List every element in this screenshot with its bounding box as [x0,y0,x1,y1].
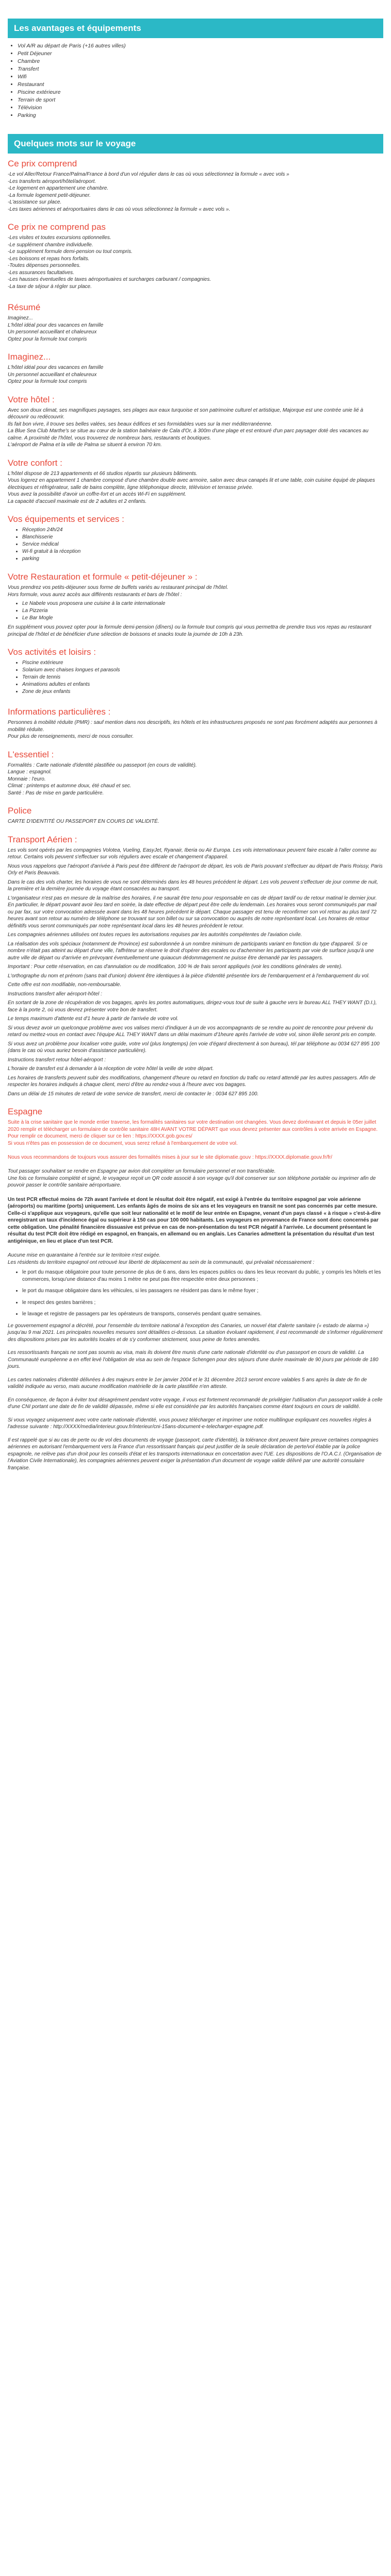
transport-paragraph: Si vous avez un problème pour localiser votre guide, votre vol (plus longtemps) (en voie d'égard directement à son bureau), tél par téléphone au 0034 627 895 100 (dans le cas où vous auriez besoin d'assistance particulière). [8,1041,380,1054]
price-excluded-list [8,234,383,290]
resume-line: Un personnel accueillant et chaleureux [8,329,97,335]
ranges-list [8,1269,383,1318]
advantage-item: • Piscine extérieure [18,89,391,96]
advantage-item: • Parking [18,112,391,120]
transport-paragraph: Important : Pour cette réservation, en cas d'annulation ou de modification, 100 % de frais seront appliqués (voir les conditions générales de vente). [8,964,343,970]
essentiel-text [8,762,383,797]
resume-title: Résumé [8,302,41,312]
leisure-item: • Terrain de tennis [22,674,383,681]
hotel-paragraph: La Blue Sea Club Marthe's se situe au cœur de la station balnéaire de Cala d'Or, à 300m d'une plage et est entouré d'un parc paysager doté des vacances au calme. A proximité de l'hôtel, vous trouverez de nombreux bars, restaurants et boutiques. [8,428,369,441]
resume-line: L'hôtel idéal pour des vacances en famille [8,322,104,328]
equip-item: • Service médical [22,541,383,548]
resume-text [8,315,383,343]
price-included-list [8,171,383,213]
advantage-item: • Restaurant [18,81,391,89]
transport-title: Transport Aérien : [8,834,77,844]
range-item: • le respect des gestes barrières ; [22,1299,383,1307]
leisure-title: Vos activités et loisirs : [8,647,96,657]
comfort-text [8,470,383,505]
transport-paragraph: Les vols sont opérés par les compagnies Volotea, Vueling, EasyJet, Ryanair, Iberia ou Air Europa. Les vols internationaux peuvent faire escale à l'aller comme au retour. Certains vols peuvent s'effectuer sur vols réguliers avec escale et changement d'appareil. [8,847,377,860]
resto-item: • La Pizzeria [22,607,383,615]
closing-paragraph: Il est rappelé que si au cas de perte ou de vol des documents de voyage (passeport, carte d'identité), la tolérance dont peuvent faire preuve certaines compagnies aériennes en autorisant l'embarquement vers la France d'un ressortissant français qui peut justifier de la seule déclaration de perte/vol établie par la police espagnole, ne relève pas d'un droit pour les conseils d'état et les transports internationaux en concertation avec l'UE. Les dispositions de l'O.A.C.I. (Organisation de l'Aviation Civile Internationale), les compagnies aériennes peuvent exiger la présentation d'un document de voyage valide délivré par une autorité consulaire française. [8,1437,382,1471]
advantages-list [0,42,391,120]
espagne-alert-line [8,1147,383,1154]
resto-intro-line: Vous prendrez vos petits-déjeuner sous forme de buffets variés au restaurant principal de l'hôtel. [8,585,229,590]
advantage-item: • Terrain de sport [18,96,391,104]
transport-paragraph: Nous vous rappelons que l'aéroport d'arrivée à Paris peut être différent de l'aéroport de départ, les vols de Paris pouvant s'effectuer au départ de Paris Roissy, Paris Orly et Paris Beauvais. [8,863,383,876]
price-excluded-line: -Le supplément formule demi-pension ou tout compris. [8,249,133,255]
essentiel-line: Formalités : Carte nationale d'identité plastifiée ou passeport (en cours de validité). [8,762,197,768]
transport-paragraph: L'horaire de transfert est à demander à la réception de votre hôtel la veille de votre départ. [8,1066,214,1072]
equip-item: • parking [22,555,383,563]
transport-text [8,847,383,1098]
advantage-item: • Wifi [18,73,391,81]
ranges-intro-line: Aucune mise en quarantaine à l'entrée sur le territoire n'est exigée. [8,1252,161,1258]
price-included-line: -Le logement en appartement une chambre. [8,185,109,191]
ranges-intro [8,1252,383,1266]
transport-paragraph: Dans le cas des vols charter, les horaires de vous ne sont déterminés dans les 48 heures précédent le départ. Les vols peuvent s'effectuer de jour comme de nuit, la première et la dernière journée du voyage étant consacrées au transport. [8,879,378,892]
hotel-paragraph: Avec son doux climat, ses magnifiques paysages, ses plages aux eaux turquoise et son patrimoine culturel et artistique, Majorque est une contrée unie lié à découvrir ou redécouvrir. [8,407,364,420]
transport-paragraph: Cette offre est non modifiable, non-remboursable. [8,982,122,988]
ranges-intro-line: Les résidents du territoire espagnol ont retrouvé leur liberté de déplacement au sein de la communauté, qui prévalait nécessairement : [8,1259,315,1265]
quick-content [0,159,391,1471]
advantage-item: • Transfert [18,65,391,73]
essentiel-line: Santé : Pas de mise en garde particulière. [8,790,104,796]
transport-paragraph: La réalisation des vols spéciaux (notamment de Province) est subordonnée à un nombre minimum de participants variant en fonction du type d'appareil. Si ce nombre n'était pas atteint au départ d'une ville, l'affréteur se réserve le droit d'opérer des escales ou d'acheminer les participants par voie de surface jusqu'à une autre ville de départ ou d'arrivée en prévoyant éventuellement une quiaucun dédommagement ne puisse être demandé par les passagers. [8,941,374,961]
comfort-paragraph: L'hôtel dispose de 213 appartements et 66 studios répartis sur plusieurs bâtiments. [8,470,198,477]
practical-title: Informations particulières : [8,707,111,717]
imaginez-line: Optez pour la formule tout compris [8,379,87,384]
resume-line: Optez pour la formule tout compris [8,336,87,342]
price-included-title: Ce prix comprend [8,159,77,168]
equip-item: • Blanchisserie [22,534,383,541]
transport-paragraph: Instructions transfert retour hôtel-aéroport : [8,1057,106,1063]
price-included-line: -L'assistance sur place. [8,199,62,205]
transport-paragraph: L'organisateur n'est pas en mesure de la maîtrise des horaires, il ne saurait être tenu pour responsable en cas de départ tardif ou de retour matinal le dernier jour. En particulier, le départ pouvant avoir lieu tard en soirée, la date effective de départ peut être celle du lendemain. Les horaires vous seront communiqués par mail ou par fax, sur votre convocation adressée avant dans les 48 heures précédent le départ. Chaque passager est tenu de reconfirmer son vol retour au plus tard 72 heures avant son retour au numéro de téléphone se trouvant sur son billet ou sur sa convocation ou auprès de notre représentant local. Les horaires de retour définitifs vous seront communiqués par notre représentant local dans les 48 heures précédent le retour. [8,895,377,929]
transport-paragraph: L'orthographe du nom et prénom (sans trait d'union) doivent être identiques à la pièce d'identité présentée lors de l'embarquement et à l'embarquement du vol. [8,973,370,979]
equip-list [8,527,383,563]
resto-list [8,600,383,622]
espagne-alert-line: Nous vous recommandons de toujours vous assurer des formalités mises à jour sur le site diplomatie.gouv : https://XXXX.diplomatie.gouv.fr/fr/ [8,1154,332,1160]
transport-paragraph: Dans un délai de 15 minutes de retard de votre service de transfert, merci de contacter le : 0034 627 895 100. [8,1091,259,1097]
imaginez-line: Un personnel accueillant et chaleureux [8,371,97,378]
transport-paragraph: Les horaires de transferts peuvent subir des modifications, changement d'heure ou retard en fonction du trafic ou retard attendé par les autres passagers. Afin de respecter les horaires indiqués à chaque client, merci d'être au rendez-vous à l'heure avec vos bagages. [8,1075,376,1088]
resto-intro-line: Hors formule, vous aurez accès aux différents restaurants et bars de l'hôtel : [8,591,182,598]
comfort-paragraph: La capacité d'accueil maximale est de 2 adultes et 2 enfants. [8,498,147,504]
resto-intro [8,584,383,598]
transport-paragraph: Le temps maximum d'attente est d'1 heure à partir de l'arrivée de votre vol. [8,1016,178,1022]
comfort-paragraph: Vous avez la possibilité d'avoir un coffre-fort et un accès Wi-Fi en supplément. [8,492,187,497]
hotel-title: Votre hôtel : [8,394,55,404]
equip-title: Vos équipements et services : [8,514,124,524]
price-excluded-line: -La taxe de séjour à régler sur place. [8,283,92,290]
price-excluded-line: -Les visites et toutes excursions optionnelles. [8,235,111,241]
price-excluded-line: -Les boissons et repas hors forfaits. [8,256,90,262]
police-title: Police [8,806,32,816]
transport-paragraph: Instructions transfert aller aéroport-hôtel : [8,991,102,997]
imaginez-title: Imaginez... [8,352,51,362]
range-item: • le port du masque obligatoire dans les véhicules, si les passagers ne résident pas dans le même foyer ; [22,1287,383,1295]
espagne-text [8,1168,383,1189]
resume-line: Imaginez... [8,315,33,321]
espagne-alert [8,1119,383,1161]
espagne-alert-line: Suite à la crise sanitaire que le monde entier traverse, les formalités sanitaires sur votre destination ont changées. Vous devez dorénavant et depuis le 05er juillet 2020 remplir et télécharger un formulaire de contrôle sanitaire 48H AVANT VOTRE DÉPART que vous devrez présenter aux contrôles à votre arrivée en Espagne. [8,1120,378,1132]
advantage-item: • Télévision [18,104,391,112]
leisure-item: • Animations adultes et enfants [22,681,383,688]
espagne-title: Espagne [8,1107,43,1116]
leisure-item: • Piscine extérieure [22,659,383,667]
resto-title: Votre Restauration et formule « petit-déjeuner » : [8,572,198,582]
price-included-line: -Les taxes aériennes et aéroportuaires dans le cas où vous sélectionnez la formule « avec vols ». [8,206,231,212]
transport-paragraph: Les compagnies aériennes utilisées ont toutes reçues les autorisations requises par les autorités compétentes de l'aviation civile. [8,932,302,938]
espagne-text-line: Tout passager souhaitant se rendre en Espagne par avion doit compléter un formulaire personnel et non transférable. [8,1168,276,1174]
resto-item: • Le Bar Mogle [22,615,383,622]
pmr-line: Personnes à mobilité réduite (PMR) : sauf mention dans nos descriptifs, les hôtels et les infrastructures proposés ne sont pas forcément adaptés aux personnes à mobilité réduite. [8,720,378,733]
essentiel-title: L'essentiel : [8,749,54,759]
leisure-item: • Zone de jeux enfants [22,688,383,696]
range-item: • le port du masque obligatoire pour toute personne de plus de 6 ans, dans les espaces publics ou dans les lieux recevant du public, y compris les hôtels et les commerces, lorsqu'une distance d'au moins 1 mètre ne peut pas être respectée entre deux personnes ; [22,1269,383,1283]
closing-paragraph: Les ressortissants français ne sont pas soumis au visa, mais ils doivent être munis d'une carte nationale d'identité ou d'un passeport en cours de validité. La Communauté européenne a en effet levé l'obligation de visa au sein de l'espace Schengen pour des séjours d'une durée maximale de 90 jours par période de 180 jours. [8,1350,379,1369]
hotel-paragraph: L'aéroport de Palma et la ville de Palma se situent à environ 70 km. [8,442,162,448]
pmr-line: Pour plus de renseignements, merci de nous consulter. [8,734,134,739]
comfort-paragraph: Vous logerez en appartement 1 chambre composé d'une chambre double avec armoire, salon avec deux canapés lit et une table, coin cuisine équipé de plaques électriques et réfrigérateur, salle de bains complète, ligne téléphonique directe, télévision et terrasse privée. [8,478,375,490]
hotel-text [8,407,383,449]
advantages-band: Les avantages et équipements [8,19,383,38]
price-included-line: -Les transferts aéroport/hôtel/aéroport. [8,178,96,184]
espagne-alert-line: Pour remplir ce document, merci de cliquer sur ce lien : https://XXXX.gob.gov.es/ [8,1133,192,1139]
essentiel-line: Climat : printemps et automne doux, été chaud et sec. [8,783,132,789]
transport-paragraph: Si vous devez avoir un quelconque problème avec vos valises merci d'indiquer à un de vos accompagnants de se rendre au point de rencontre pour prévenir du retard ou mettez-vous en contact avec l'équipe ALL THEY WANT dans un délai maximum d'1heure après l'arrivée de votre vol, sinon il/elle seront pris en compte. [8,1025,377,1038]
hotel-paragraph: Ils fait bon vivre, il trouve ses belles valées, ses beaux édifices et ses formidables vues sur la mer méditerranéenne. [8,421,273,427]
police-text: CARTE D'IDENTITÉ OU PASSEPORT EN COURS DE VALIDITÉ. [8,819,159,824]
espagne-text-line: Une fois ce formulaire complété et signé, le voyageur reçoit un QR code associé à son voyage qu'il doit conserver sur son téléphone portable ou imprimer afin de pouvoir passer le contrôle sanitaire aéroportuaire. [8,1175,376,1188]
imaginez-text [8,364,383,385]
closing-paragraph: Les cartes nationales d'identité délivrées à des majeurs entre le 1er janvier 2004 et le 31 décembre 2013 seront encore valables 5 ans après la date de fin de validité indiquée au verso, mais aucune modification matérielle de la carte plastifiée n'en atteste. [8,1377,367,1389]
advantage-item: • Chambre [18,58,391,65]
price-included-line: -La formule logement petit-déjeuner. [8,192,91,198]
resto-item: • Le Nabele vous proposera une cuisine à la carte internationale [22,600,383,607]
quick-band: Quelques mots sur le voyage [8,134,383,154]
espagne-alert-line: Si vous n'êtes pas en possession de ce document, vous serez refusé à l'embarquement de votre vol. [8,1140,238,1146]
price-excluded-line: -Les assurances facultatives. [8,269,74,276]
essentiel-line: Langue : espagnol. [8,769,52,775]
closing-text [8,1323,383,1472]
closing-paragraph: Le gouvernement espagnol a décrété, pour l'ensemble du territoire national à l'exception des Canaries, un nouvel état d'alerte sanitaire (« estado de alarma ») jusqu'au 9 mai 2021. Les principales nouvelles mesures sont détaillées ci-dessous. La situation évoluant rapidement, il est recommandé de s'informer régulièrement des dispositions prises par les autorités locales et de s'y conformer strictement, sous peine de fortes amendes. [8,1323,383,1343]
essentiel-line: Monnaie : l'euro. [8,776,46,782]
price-included-line: -Le vol Aller/Retour France/Palma/France à bord d'un vol régulier dans le cas où vous sélectionnez la formule « avec vols » [8,172,289,177]
advantage-item: • Petit Déjeuner [18,50,391,58]
transport-paragraph: En sortant de la zone de récupération de vos bagages, après les portes automatiques, dirigez-vous tout de suite à gauche vers le bureau ALL THEY WANT (D.I.), face à la porte 2, où vous devrez présenter votre bon de transfert. [8,1000,377,1013]
advantage-item: • Vol A/R au départ de Paris (+16 autres villes) [18,42,391,50]
price-excluded-line: -Toutes dépenses personnelles. [8,263,81,268]
pcr-text: Un test PCR effectué moins de 72h avant l'arrivée et dont le résultat doit être négatif, est exigé à l'entrée du territoire espagnol par voie aérienne (aéroports) ou maritime (ports) uniquement. Les enfants âgés de moins de six ans et les voyageurs en transit ne sont pas concernés par cette mesure. Celle-ci s'applique aux voyageurs, qu'elle que soit leur nationalité et le motif de leur entrée en Espagne, venant d'un pays classé « à risque » c'est-à-dire enregistrant un taux d'incidence égal ou supérieur à 150 cas pour 100 000 habitants. Les voyageurs en provenance de France sont donc concernés par cette obligation. Une pénalité financière dissuasive est prévue en cas de non-présentation du test PCR négatif à l'arrivée. Le document présentant le résultat du test PCR doit être rédigé en espagnol, en français, en allemand ou en anglais. Les Canaries admettent la présentation du résultat d'un test antigénique, en lieu et place d'un test PCR. [8,1196,381,1244]
price-excluded-line: -Les hausses éventuelles de taxes aéroportuaires et surcharges carburant / compagnies. [8,277,211,282]
equip-item: • Réception 24h/24 [22,527,383,534]
equip-item: • Wi-fi gratuit à la réception [22,548,383,555]
price-excluded-title: Ce prix ne comprend pas [8,222,106,232]
imaginez-line: L'hôtel idéal pour des vacances en famille [8,365,104,370]
closing-paragraph: Si vous voyagez uniquement avec votre carte nationale d'identité, vous pouvez télécharger et imprimer une notice multilingue expliquant ces nouvelles règles à l'adresse suivante : http://XXXX/media/interieur.gouv.fr/interieur/cni-15ans-document-e-telecharger-espagne.pdf. [8,1417,371,1430]
comfort-title: Votre confort : [8,457,62,468]
pmr-text [8,719,383,740]
resto-outro: En supplément vous pouvez opter pour la formule demi-pension (dîners) ou la formule tout compris qui vous permettra de prendre tous vos repas au restaurant principal de l'hôtel et de bénéficier d'une sélection de boissons et snacks toute la journée de 10h à 23h. [8,624,371,637]
leisure-list [8,659,383,696]
leisure-item: • Solarium avec chaises longues et parasols [22,667,383,674]
price-excluded-line: -Le supplément chambre individuelle. [8,242,93,248]
range-item: • le lavage et registre de passagers par les opérateurs de transports, conservés pendant quatre semaines. [22,1311,383,1318]
closing-paragraph: En conséquence, de façon à éviter tout désagrément pendant votre voyage, il vous est fortement recommandé de privilégier l'utilisation d'un passeport valide à celle d'une CNI portant une date de fin de validité dépassée, même si elle est considérée par les autorités françaises comme étant toujours en cours de validité. [8,1397,383,1410]
